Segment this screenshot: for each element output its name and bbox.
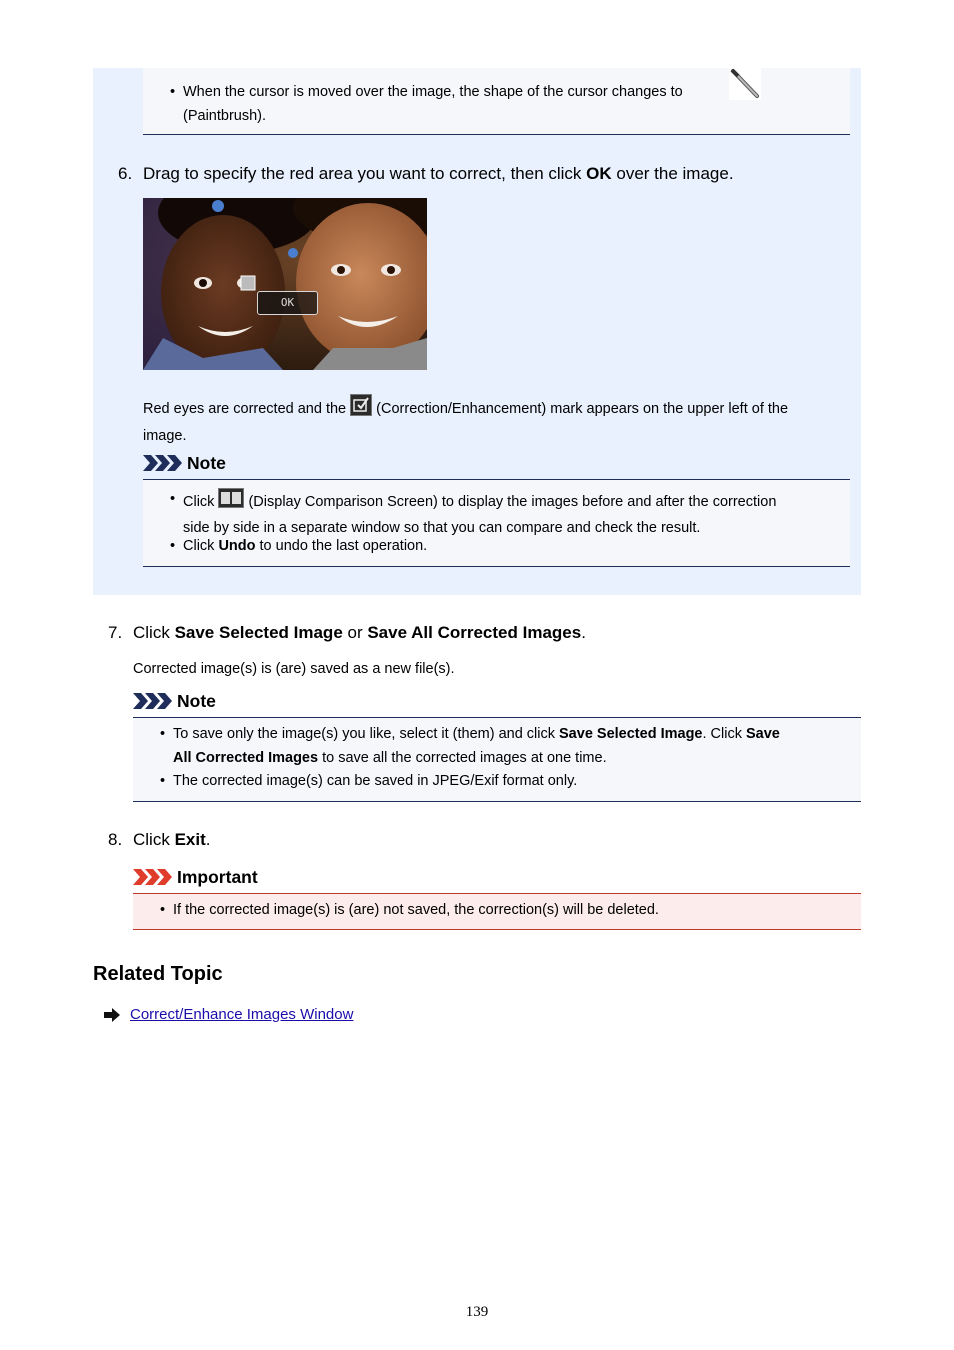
important-chevrons-icon	[133, 869, 173, 885]
paintbrush-icon	[729, 68, 761, 100]
step-6: 6. Drag to specify the red area you want to correct, then click OK over the image.	[118, 164, 734, 183]
note-chevrons-icon	[133, 693, 173, 709]
step-7-description: Corrected image(s) is (are) saved as a new file(s).	[133, 661, 455, 677]
cursor-note-bullet: • When the cursor is moved over the image, the shape of the cursor changes to (Paintbrush).	[183, 81, 843, 128]
note-1-bullet-1: • Click (Display Comparison Screen) to display the images before and after the correction side by side in a separate window so that you can compare and check the result.	[183, 488, 843, 540]
page-number: 139	[465, 1304, 489, 1320]
note-2-bullet-1: • To save only the image(s) you like, select it (them) and click Save Selected Image. Click Save All Corrected Images to save all the corrected images at one time.	[160, 726, 780, 766]
step-6-result: Red eyes are corrected and the (Correction/Enhancement) mark appears on the upper left of the image.	[143, 394, 853, 448]
note-chevrons-icon	[143, 455, 183, 471]
arrow-right-icon	[104, 1008, 120, 1022]
red-eye-photo	[143, 198, 427, 370]
important-bullet-1: • If the corrected image(s) is (are) not saved, the correction(s) will be deleted.	[160, 902, 659, 918]
correct-enhance-images-window-link[interactable]: Correct/Enhance Images Window	[130, 1006, 354, 1023]
ok-button[interactable]: OK	[257, 291, 318, 315]
note-1-bullet-2: • Click Undo to undo the last operation.	[170, 538, 428, 554]
correction-enhancement-icon	[350, 394, 372, 424]
display-comparison-icon	[218, 488, 244, 517]
step-7: 7. Click Save Selected Image or Save All Corrected Images.	[108, 623, 586, 642]
related-topic-heading: Related Topic	[93, 963, 223, 985]
step-8: 8. Click Exit.	[108, 830, 211, 849]
note-2-bullet-2: • The corrected image(s) can be saved in JPEG/Exif format only.	[160, 773, 578, 789]
